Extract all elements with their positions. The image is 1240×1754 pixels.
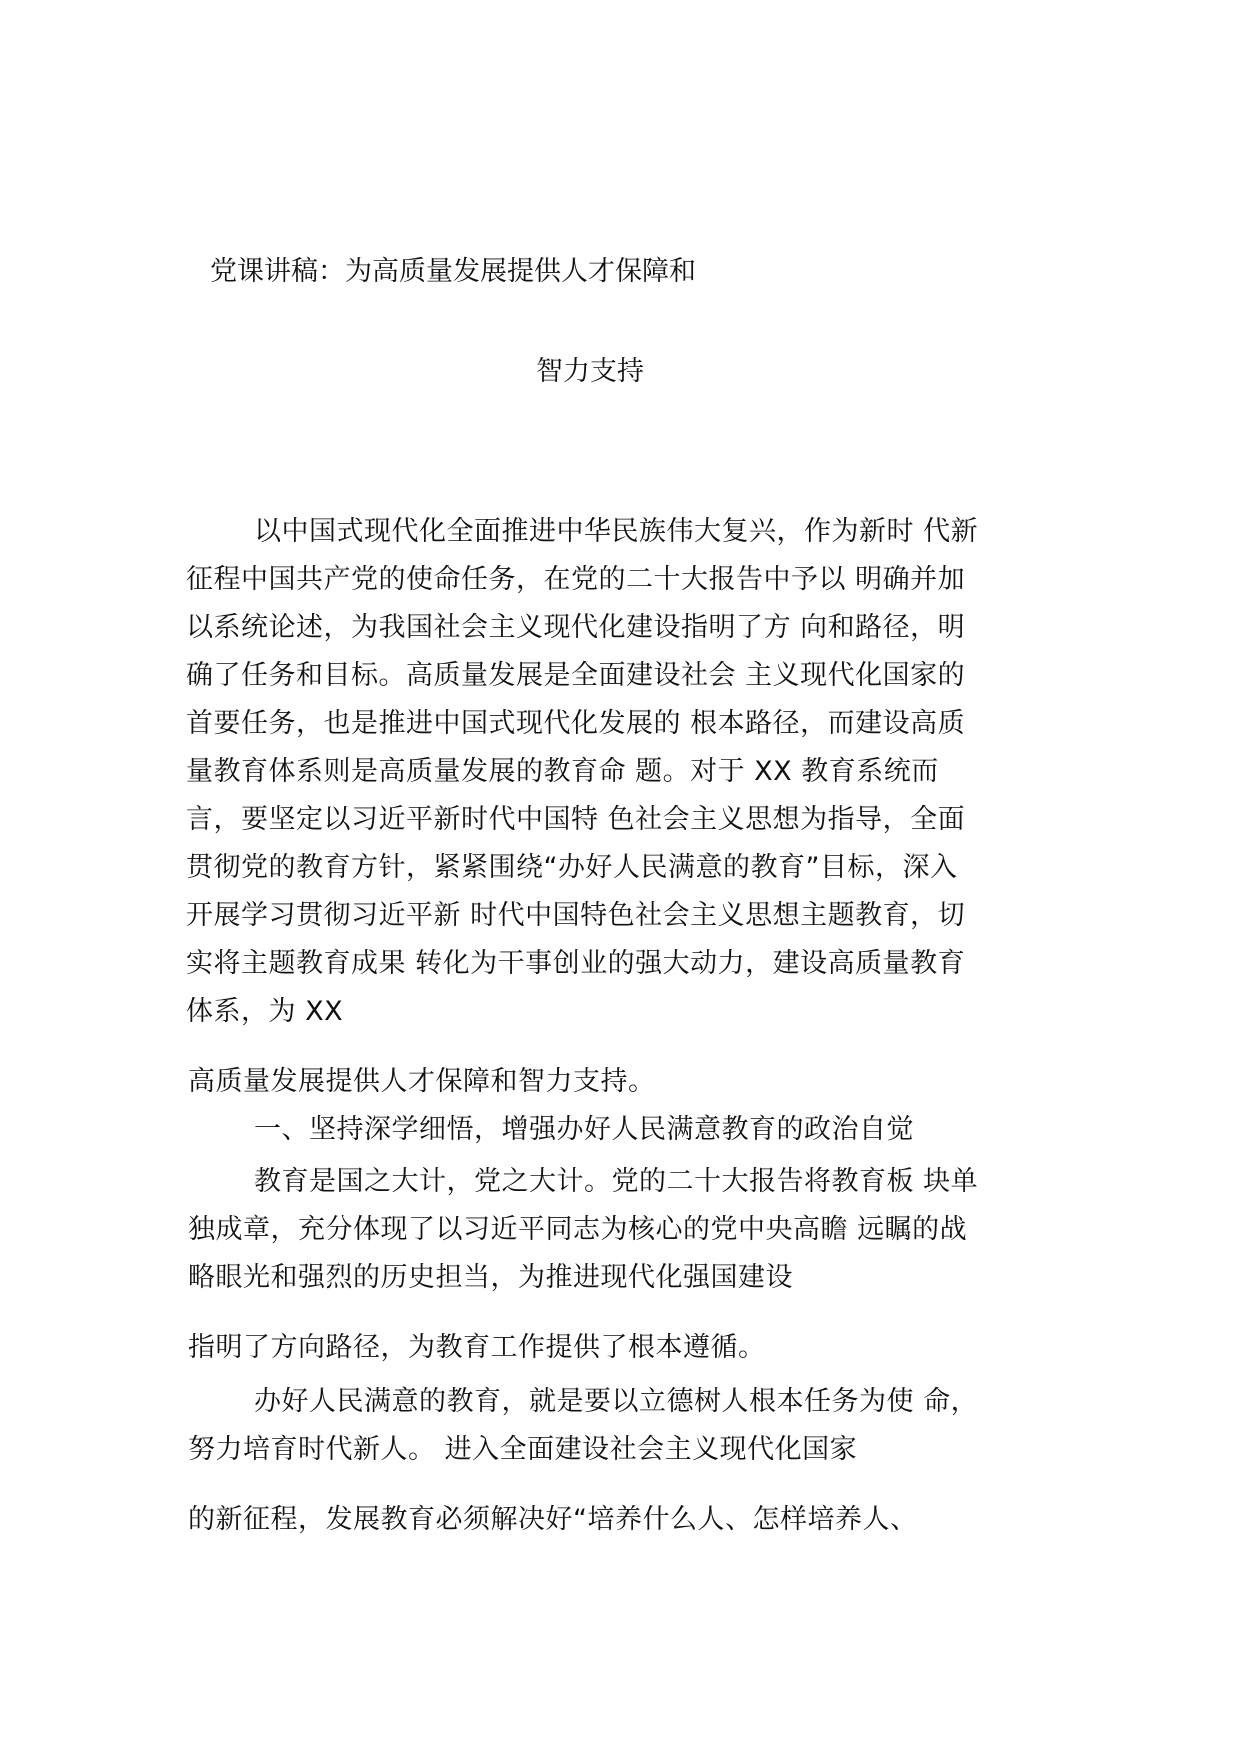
paragraph1-line: 体系，为 XX bbox=[186, 996, 344, 1027]
paragraph1-line: 量教育体系则是高质量发展的教育命 题。对于 XX 教育系统而 bbox=[186, 756, 939, 787]
paragraph2-line: 教育是国之大计，党之大计。党的二十大报告将教育板 块单 bbox=[254, 1166, 979, 1197]
paragraph3-line: 努力培育时代新人。 进入全面建设社会主义现代化国家 bbox=[188, 1434, 858, 1465]
paragraph1-line: 以系统论述，为我国社会主义现代化建设指明了方 向和路径，明 bbox=[186, 612, 966, 643]
paragraph2-line: 独成章，充分体现了以习近平同志为核心的党中央高瞻 远瞩的战 bbox=[188, 1214, 968, 1245]
paragraph1-line: 以中国式现代化全面推进中华民族伟大复兴，作为新时 代新 bbox=[254, 516, 979, 547]
section-heading: 一、坚持深学细悟，增强办好人民满意教育的政治自觉 bbox=[254, 1114, 914, 1145]
paragraph2-line: 略眼光和强烈的历史担当，为推进现代化强国建设 bbox=[188, 1262, 793, 1293]
paragraph1-end-line: 高质量发展提供人才保障和智力支持。 bbox=[188, 1066, 656, 1097]
paragraph1-line: 言，要坚定以习近平新时代中国特 色社会主义思想为指导，全面 bbox=[186, 804, 966, 835]
paragraph1-line: 确了任务和目标。高质量发展是全面建设社会 主义现代化国家的 bbox=[186, 660, 966, 691]
paragraph1-line: 贯彻党的教育方针，紧紧围绕“办好人民满意的教育”目标，深入 bbox=[186, 852, 958, 883]
paragraph1-line: 开展学习贯彻习近平新 时代中国特色社会主义思想主题教育，切 bbox=[186, 900, 966, 931]
paragraph3-line: 办好人民满意的教育，就是要以立德树人根本任务为使 命， bbox=[254, 1386, 979, 1417]
document-title-line1: 党课讲稿：为高质量发展提供人才保障和 bbox=[210, 256, 696, 287]
document-title-line2: 智力支持 bbox=[536, 356, 644, 387]
paragraph2-end-line: 指明了方向路径，为教育工作提供了根本遵循。 bbox=[188, 1332, 766, 1363]
paragraph1-line: 首要任务，也是推进中国式现代化发展的 根本路径，而建设高质 bbox=[186, 708, 966, 739]
paragraph1-line: 征程中国共产党的使命任务，在党的二十大报告中予以 明确并加 bbox=[186, 564, 966, 595]
paragraph1-line: 实将主题教育成果 转化为干事创业的强大动力，建设高质量教育 bbox=[186, 948, 966, 979]
paragraph3-end-line: 的新征程，发展教育必须解决好“培养什么人、怎样培养人、 bbox=[188, 1504, 918, 1535]
